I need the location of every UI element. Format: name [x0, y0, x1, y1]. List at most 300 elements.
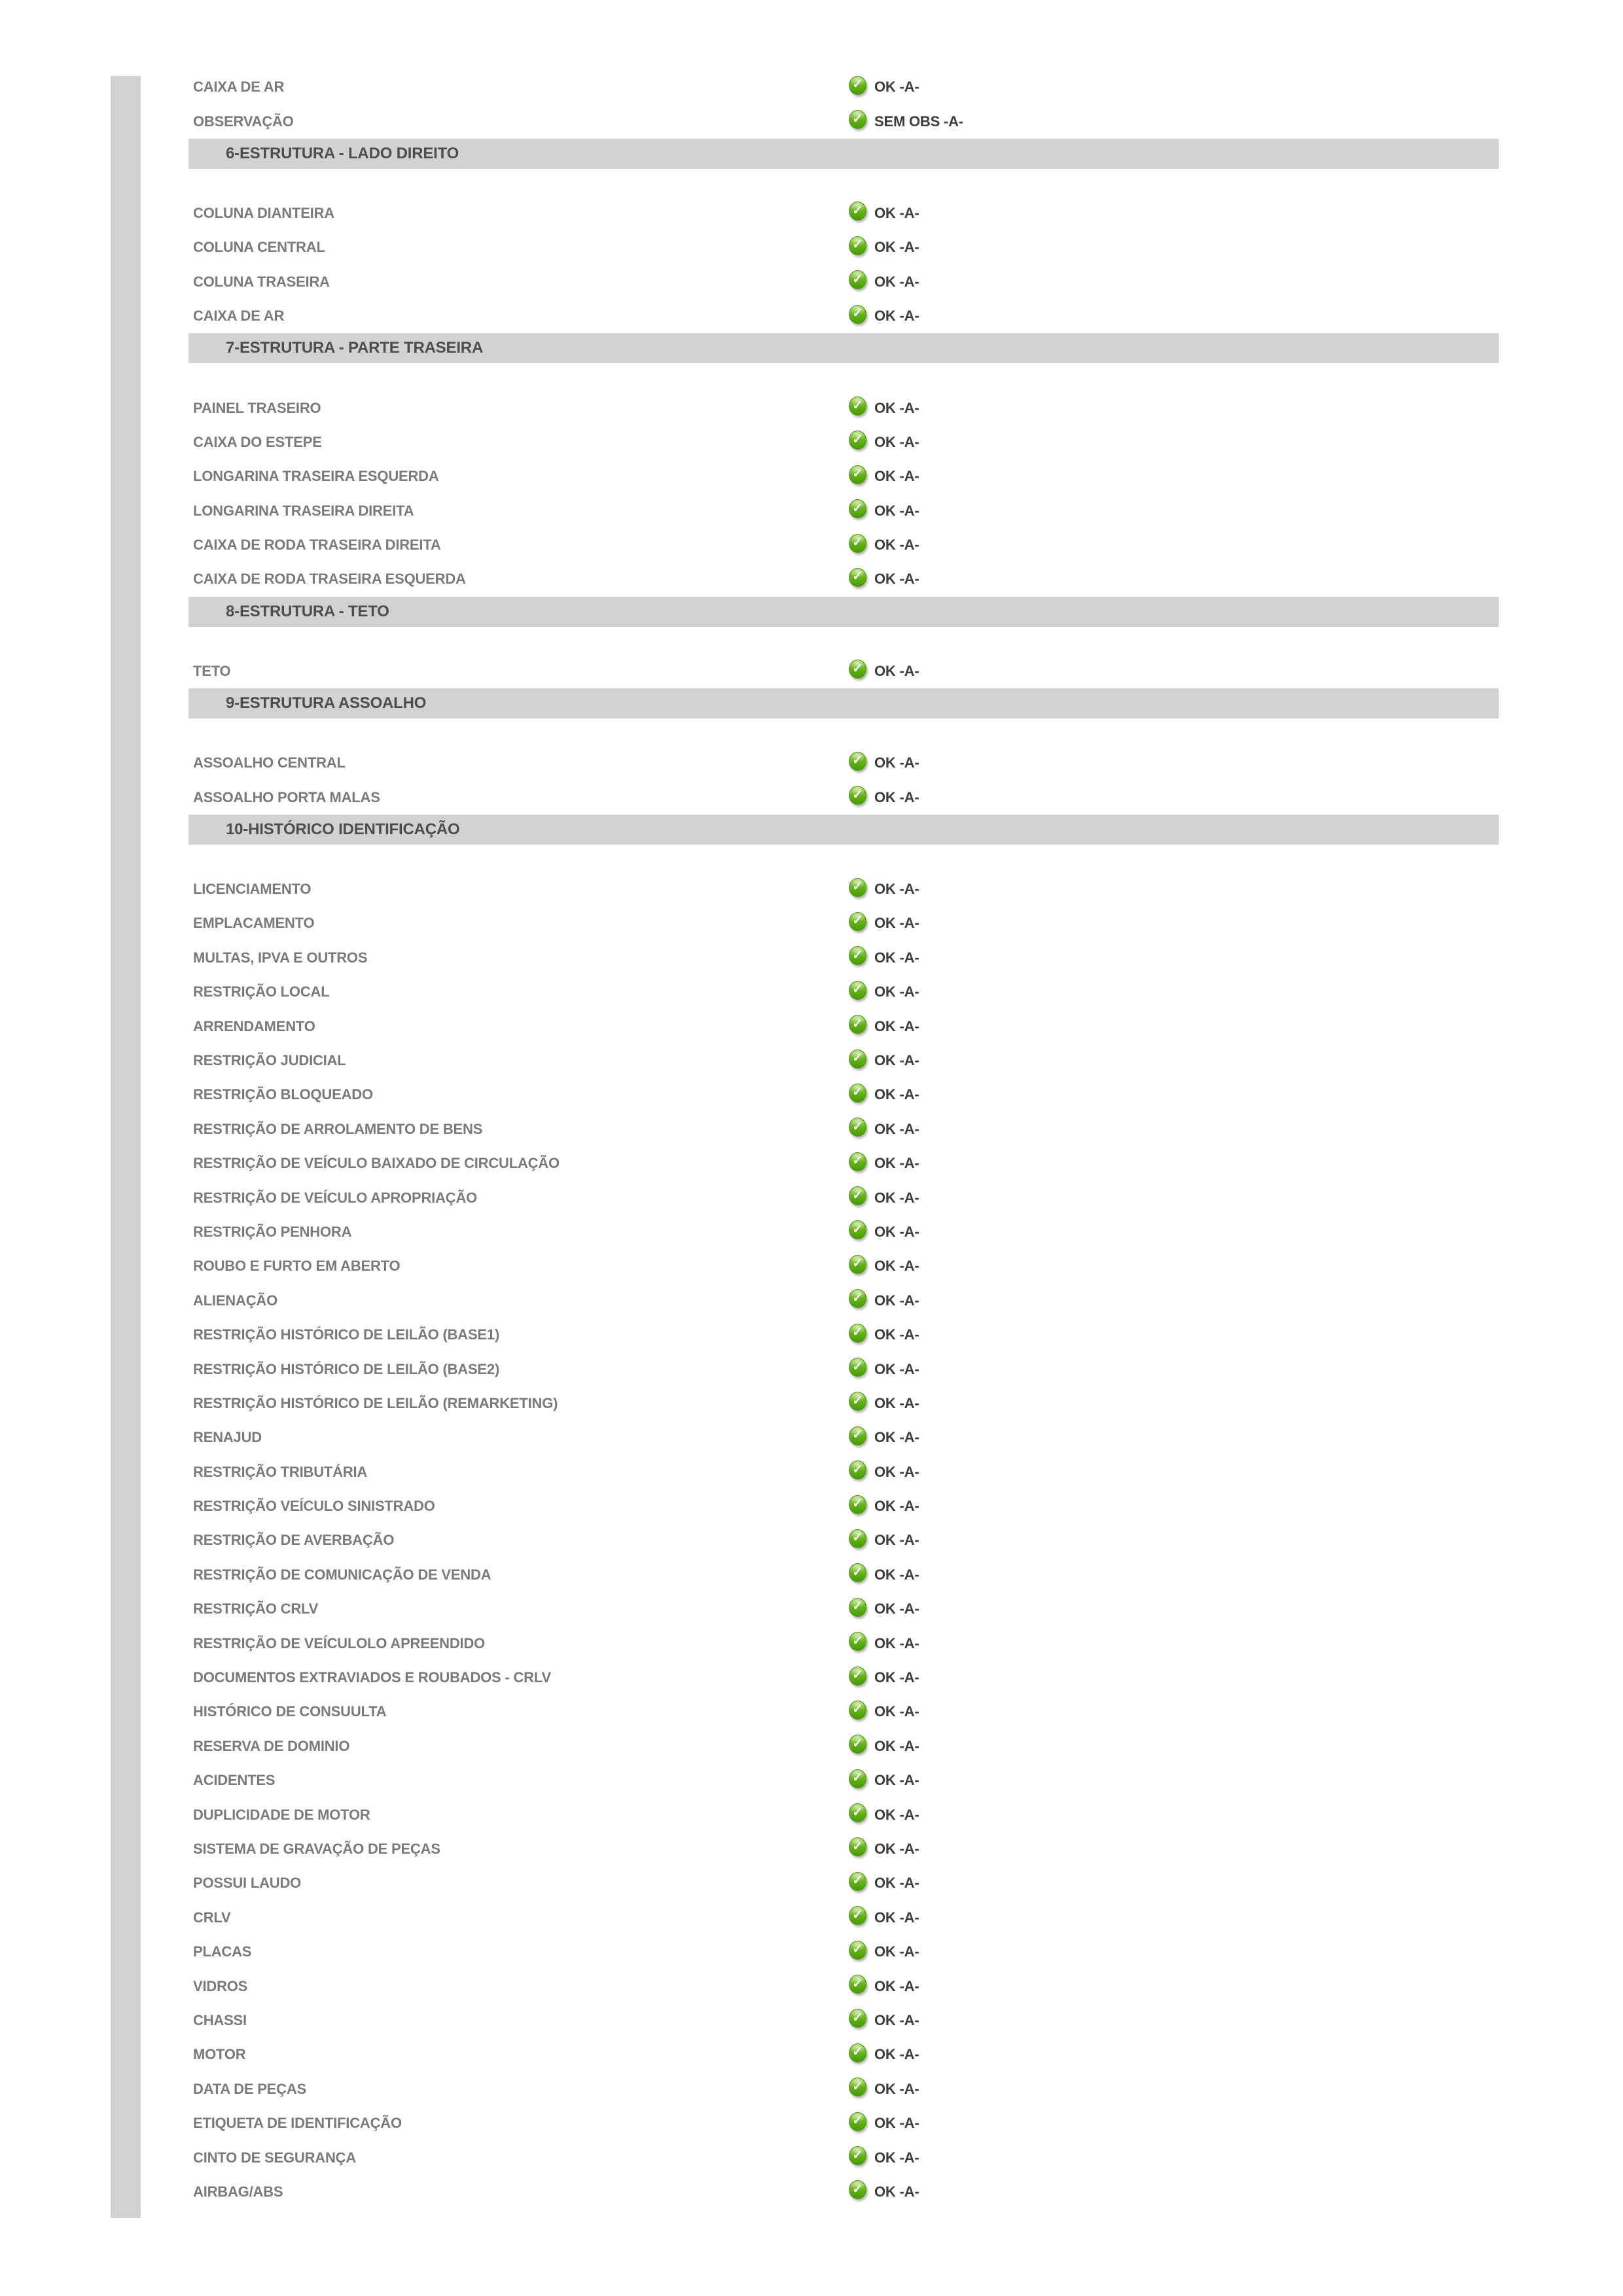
item-status: [849, 754, 919, 771]
check-ok-icon: [849, 2043, 866, 2062]
item-status: [849, 1464, 919, 1481]
check-glyph: ✓: [852, 1290, 863, 1305]
checklist-row: [188, 1215, 1499, 1249]
check-ok-icon: [849, 1050, 866, 1069]
check-glyph: ✓: [852, 1839, 863, 1854]
item-status: [849, 983, 919, 1000]
checklist-row: [188, 1969, 1499, 2003]
check-ok-icon: [849, 1872, 866, 1891]
checklist-row: [188, 70, 1499, 104]
check-ok-icon: [849, 1563, 866, 1582]
checklist-row: [188, 1352, 1499, 1386]
item-status: [849, 1326, 919, 1343]
item-label: ARRENDAMENTO: [193, 1017, 315, 1034]
item-label: ROUBO E FURTO EM ABERTO: [193, 1258, 401, 1275]
check-ok-icon: [849, 1906, 866, 1925]
checklist-row: [188, 1661, 1499, 1695]
item-status: [849, 1635, 919, 1652]
item-label: RESTRIÇÃO DE VEÍCULOLO APREENDIDO: [193, 1634, 486, 1651]
check-glyph: ✓: [852, 879, 863, 894]
checklist-row: [188, 230, 1499, 264]
checklist-row: [188, 1112, 1499, 1146]
status-text: OK -A-: [874, 79, 919, 96]
item-label: AIRBAG/ABS: [193, 2183, 283, 2200]
item-status: [849, 2081, 919, 2098]
checklist-row: [188, 1386, 1499, 1421]
checklist-row: [188, 1489, 1499, 1523]
status-text: OK -A-: [874, 1052, 919, 1069]
check-ok-icon: [849, 110, 866, 129]
item-label: OBSERVAÇÃO: [193, 113, 294, 130]
item-status: [849, 1292, 919, 1309]
checklist-row: [188, 975, 1499, 1009]
check-glyph: ✓: [852, 2147, 863, 2163]
status-text: OK -A-: [874, 1875, 919, 1892]
status-text: OK -A-: [874, 1909, 919, 1926]
item-label: RESTRIÇÃO CRLV: [193, 1600, 319, 1617]
check-glyph: ✓: [852, 982, 863, 997]
check-ok-icon: [849, 1255, 866, 1274]
item-label: RESTRIÇÃO HISTÓRICO DE LEILÃO (BASE1): [193, 1326, 500, 1343]
status-text: OK -A-: [874, 662, 919, 679]
status-text: OK -A-: [874, 204, 919, 221]
item-status: [849, 1190, 919, 1207]
check-glyph: ✓: [852, 1256, 863, 1271]
check-ok-icon: [849, 1598, 866, 1617]
status-text: OK -A-: [874, 1703, 919, 1720]
check-glyph: ✓: [852, 1599, 863, 1614]
check-ok-icon: [849, 465, 866, 484]
status-text: OK -A-: [874, 1634, 919, 1651]
checklist-row: [188, 1044, 1499, 1078]
check-ok-icon: [849, 1735, 866, 1754]
check-glyph: ✓: [852, 2045, 863, 2060]
check-glyph: ✓: [852, 1016, 863, 1031]
check-ok-icon: [849, 236, 866, 255]
check-ok-icon: [849, 2146, 866, 2165]
status-text: OK -A-: [874, 983, 919, 1000]
item-label: RESERVA DE DOMINIO: [193, 1737, 350, 1754]
check-glyph: ✓: [852, 1702, 863, 1717]
section-header-title: 8-ESTRUTURA - TETO: [226, 602, 389, 620]
check-ok-icon: [849, 2077, 866, 2096]
item-label: RESTRIÇÃO DE COMUNICAÇÃO DE VENDA: [193, 1566, 491, 1583]
checklist-row: [188, 1558, 1499, 1592]
check-glyph: ✓: [852, 1873, 863, 1888]
check-glyph: ✓: [852, 1736, 863, 1751]
item-label: CAIXA DE RODA TRASEIRA DIREITA: [193, 537, 441, 554]
item-label: TETO: [193, 662, 231, 679]
item-status: [849, 1258, 919, 1275]
status-text: OK -A-: [874, 949, 919, 966]
checklist-row: [188, 1249, 1499, 1283]
check-glyph: ✓: [852, 1462, 863, 1477]
check-glyph: ✓: [852, 111, 863, 126]
item-label: CRLV: [193, 1909, 231, 1926]
item-label: MOTOR: [193, 2046, 246, 2063]
check-glyph: ✓: [852, 1325, 863, 1340]
status-text: OK -A-: [874, 433, 919, 450]
checklist-row: [188, 1146, 1499, 1180]
item-label: MULTAS, IPVA E OUTROS: [193, 949, 368, 966]
check-glyph: ✓: [852, 1805, 863, 1820]
checklist-row: [188, 941, 1499, 975]
check-ok-icon: [849, 1358, 866, 1377]
check-ok-icon: [849, 1769, 866, 1788]
check-ok-icon: [849, 1701, 866, 1720]
check-glyph: ✓: [852, 1154, 863, 1169]
item-status: [849, 1875, 919, 1892]
section-header-band: [188, 815, 1499, 845]
check-glyph: ✓: [852, 1530, 863, 1545]
item-status: [849, 663, 919, 680]
check-glyph: ✓: [852, 306, 863, 321]
status-text: OK -A-: [874, 571, 919, 588]
checklist-row: [188, 2072, 1499, 2106]
item-status: [849, 1738, 919, 1755]
status-text: OK -A-: [874, 468, 919, 485]
status-text: OK -A-: [874, 1669, 919, 1686]
item-status: [849, 79, 919, 96]
item-status: [849, 1361, 919, 1378]
section-header-title: 9-ESTRUTURA ASSOALHO: [226, 694, 427, 713]
status-text: OK -A-: [874, 1394, 919, 1411]
check-ok-icon: [849, 305, 866, 324]
checklist-row: [188, 104, 1499, 138]
check-ok-icon: [849, 2180, 866, 2199]
item-label: DOCUMENTOS EXTRAVIADOS E ROUBADOS - CRLV: [193, 1669, 551, 1686]
check-ok-icon: [849, 946, 866, 965]
check-ok-icon: [849, 1220, 866, 1239]
status-text: OK -A-: [874, 1977, 919, 1994]
check-glyph: ✓: [852, 2079, 863, 2094]
check-glyph: ✓: [852, 1668, 863, 1683]
item-status: [849, 1532, 919, 1549]
check-ok-icon: [849, 76, 866, 95]
checklist-content: [188, 70, 1499, 2209]
checklist-row: [188, 1455, 1499, 1489]
item-label: CINTO DE SEGURANÇA: [193, 2149, 357, 2166]
item-label: POSSUI LAUDO: [193, 1875, 302, 1892]
status-text: OK -A-: [874, 1943, 919, 1960]
item-label: RESTRIÇÃO BLOQUEADO: [193, 1086, 373, 1103]
check-ok-icon: [849, 912, 866, 931]
item-label: LONGARINA TRASEIRA ESQUERDA: [193, 468, 439, 485]
item-status: [849, 537, 919, 554]
item-label: ASSOALHO PORTA MALAS: [193, 788, 380, 805]
item-status: [849, 274, 919, 291]
status-text: OK -A-: [874, 1360, 919, 1377]
left-gray-bar: [111, 76, 141, 2218]
item-label: RESTRIÇÃO DE VEÍCULO BAIXADO DE CIRCULAÇÃO: [193, 1155, 560, 1172]
item-label: SISTEMA DE GRAVAÇÃO DE PEÇAS: [193, 1840, 440, 1857]
item-status: [849, 2149, 919, 2166]
item-status: [849, 205, 919, 222]
status-text: OK -A-: [874, 2115, 919, 2132]
status-text: OK -A-: [874, 1463, 919, 1480]
check-ok-icon: [849, 1118, 866, 1137]
check-glyph: ✓: [852, 787, 863, 802]
checklist-row: [188, 299, 1499, 333]
check-ok-icon: [849, 981, 866, 1000]
checklist-row: [188, 1626, 1499, 1660]
item-status: [849, 1943, 919, 1960]
status-text: OK -A-: [874, 1223, 919, 1240]
checklist-row: [188, 1935, 1499, 1969]
item-status: [849, 1566, 919, 1583]
item-label: EMPLACAMENTO: [193, 915, 315, 932]
check-glyph: ✓: [852, 1428, 863, 1443]
status-text: SEM OBS -A-: [874, 113, 963, 130]
item-status: [849, 434, 919, 451]
status-text: OK -A-: [874, 1155, 919, 1172]
item-status: [849, 1978, 919, 1995]
check-ok-icon: [849, 1152, 866, 1171]
status-text: OK -A-: [874, 502, 919, 519]
check-glyph: ✓: [852, 2113, 863, 2128]
section-header-band: [188, 139, 1499, 169]
check-ok-icon: [849, 1426, 866, 1445]
item-status: [849, 468, 919, 485]
status-text: OK -A-: [874, 1017, 919, 1034]
check-glyph: ✓: [852, 569, 863, 584]
check-glyph: ✓: [852, 535, 863, 550]
check-glyph: ✓: [852, 2181, 863, 2197]
status-text: OK -A-: [874, 1840, 919, 1857]
item-status: [849, 1772, 919, 1789]
item-status: [849, 1224, 919, 1241]
item-status: [849, 1600, 919, 1617]
item-status: [849, 308, 919, 325]
item-label: LICENCIAMENTO: [193, 881, 312, 898]
section-header-title: 7-ESTRUTURA - PARTE TRASEIRA: [226, 339, 484, 357]
checklist-row: [188, 2038, 1499, 2072]
item-status: [849, 789, 919, 806]
checklist-row: [188, 1901, 1499, 1935]
item-label: RESTRIÇÃO HISTÓRICO DE LEILÃO (BASE2): [193, 1360, 500, 1377]
status-text: OK -A-: [874, 1498, 919, 1515]
checklist-row: [188, 1523, 1499, 1557]
item-label: RESTRIÇÃO JUDICIAL: [193, 1052, 346, 1069]
item-status: [849, 503, 919, 520]
item-status: [849, 915, 919, 932]
status-text: OK -A-: [874, 1429, 919, 1446]
check-ok-icon: [849, 270, 866, 289]
item-label: CAIXA DO ESTEPE: [193, 433, 322, 450]
check-glyph: ✓: [852, 1496, 863, 1511]
item-label: ASSOALHO CENTRAL: [193, 754, 346, 771]
item-label: CHASSI: [193, 2011, 247, 2028]
checklist-row: [188, 2004, 1499, 2038]
item-status: [849, 400, 919, 417]
checklist-row: [188, 459, 1499, 493]
checklist-row: [188, 872, 1499, 906]
check-glyph: ✓: [852, 1942, 863, 1957]
status-text: OK -A-: [874, 1258, 919, 1275]
check-ok-icon: [849, 1460, 866, 1479]
check-glyph: ✓: [852, 1359, 863, 1374]
item-label: RESTRIÇÃO LOCAL: [193, 983, 330, 1000]
status-text: OK -A-: [874, 2046, 919, 2063]
item-status: [849, 1155, 919, 1172]
item-label: ETIQUETA DE IDENTIFICAÇÃO: [193, 2115, 402, 2132]
status-text: OK -A-: [874, 1566, 919, 1583]
item-label: CAIXA DE RODA TRASEIRA ESQUERDA: [193, 571, 466, 588]
status-text: OK -A-: [874, 1326, 919, 1343]
check-glyph: ✓: [852, 272, 863, 287]
check-ok-icon: [849, 202, 866, 221]
check-ok-icon: [849, 1803, 866, 1822]
item-label: RESTRIÇÃO DE AVERBAÇÃO: [193, 1532, 395, 1549]
check-glyph: ✓: [852, 947, 863, 963]
checklist-row: [188, 1866, 1499, 1900]
check-ok-icon: [849, 1015, 866, 1034]
status-text: OK -A-: [874, 1772, 919, 1789]
item-status: [849, 949, 919, 966]
item-label: CAIXA DE AR: [193, 79, 285, 96]
checklist-row: [188, 1318, 1499, 1352]
checklist-row: [188, 2106, 1499, 2140]
item-label: ACIDENTES: [193, 1772, 276, 1789]
check-glyph: ✓: [852, 2010, 863, 2025]
check-ok-icon: [849, 660, 866, 679]
checklist-row: [188, 1078, 1499, 1112]
check-ok-icon: [849, 1837, 866, 1856]
check-ok-icon: [849, 431, 866, 450]
checklist-row: [188, 494, 1499, 528]
section-header-band: [188, 333, 1499, 363]
checklist-row: [188, 1421, 1499, 1455]
check-ok-icon: [849, 2112, 866, 2131]
item-label: RESTRIÇÃO HISTÓRICO DE LEILÃO (REMARKETING): [193, 1394, 558, 1411]
check-ok-icon: [849, 1975, 866, 1994]
item-status: [849, 1669, 919, 1686]
section-header-band: [188, 688, 1499, 718]
status-text: OK -A-: [874, 399, 919, 416]
check-glyph: ✓: [852, 661, 863, 676]
check-glyph: ✓: [852, 1085, 863, 1100]
check-ok-icon: [849, 1289, 866, 1308]
item-status: [849, 571, 919, 588]
check-glyph: ✓: [852, 1907, 863, 1922]
item-status: [849, 1086, 919, 1103]
checklist-row: [188, 1695, 1499, 1729]
check-ok-icon: [849, 397, 866, 415]
status-text: OK -A-: [874, 1292, 919, 1309]
check-glyph: ✓: [852, 238, 863, 253]
checklist-row: [188, 391, 1499, 425]
check-glyph: ✓: [852, 1393, 863, 1408]
checklist-row: [188, 2140, 1499, 2174]
check-glyph: ✓: [852, 913, 863, 928]
checklist-row: [188, 746, 1499, 780]
check-ok-icon: [849, 1495, 866, 1514]
item-label: LONGARINA TRASEIRA DIREITA: [193, 502, 414, 519]
checklist-row: [188, 265, 1499, 299]
item-label: DATA DE PEÇAS: [193, 2080, 307, 2097]
status-text: OK -A-: [874, 239, 919, 256]
checklist-row: [188, 1592, 1499, 1626]
check-ok-icon: [849, 1084, 866, 1103]
item-label: VIDROS: [193, 1977, 248, 1994]
section-header-title: 10-HISTÓRICO IDENTIFICAÇÃO: [226, 820, 460, 838]
item-label: CAIXA DE AR: [193, 308, 285, 325]
check-ok-icon: [849, 752, 866, 771]
status-text: OK -A-: [874, 915, 919, 932]
status-text: OK -A-: [874, 1806, 919, 1823]
checklist-row: [188, 562, 1499, 596]
checklist-row: [188, 780, 1499, 814]
check-ok-icon: [849, 1529, 866, 1548]
check-ok-icon: [849, 1667, 866, 1686]
item-label: RESTRIÇÃO DE ARROLAMENTO DE BENS: [193, 1120, 483, 1137]
check-glyph: ✓: [852, 501, 863, 516]
check-glyph: ✓: [852, 1633, 863, 1648]
check-glyph: ✓: [852, 203, 863, 218]
status-text: OK -A-: [874, 881, 919, 898]
check-ok-icon: [849, 2009, 866, 2028]
checklist-row: [188, 1832, 1499, 1866]
item-label: PLACAS: [193, 1943, 252, 1960]
item-status: [849, 1052, 919, 1069]
item-status: [849, 1703, 919, 1720]
checklist-row: [188, 1180, 1499, 1214]
item-status: [849, 2046, 919, 2063]
checklist-row: [188, 1284, 1499, 1318]
item-status: [849, 1429, 919, 1446]
check-ok-icon: [849, 1941, 866, 1960]
item-label: RENAJUD: [193, 1429, 262, 1446]
check-ok-icon: [849, 499, 866, 518]
check-glyph: ✓: [852, 1564, 863, 1580]
item-status: [849, 1498, 919, 1515]
status-text: OK -A-: [874, 2183, 919, 2200]
checklist-row: [188, 528, 1499, 562]
check-glyph: ✓: [852, 467, 863, 482]
check-ok-icon: [849, 534, 866, 553]
status-text: OK -A-: [874, 1737, 919, 1754]
item-label: RESTRIÇÃO PENHORA: [193, 1223, 352, 1240]
status-text: OK -A-: [874, 1120, 919, 1137]
item-status: [849, 1807, 919, 1824]
item-label: ALIENAÇÃO: [193, 1292, 277, 1309]
checklist-row: [188, 1729, 1499, 1763]
section-header-band: [188, 597, 1499, 627]
check-glyph: ✓: [852, 1976, 863, 1991]
item-status: [849, 1018, 919, 1035]
checklist-row: [188, 1009, 1499, 1043]
check-ok-icon: [849, 1632, 866, 1651]
item-status: [849, 881, 919, 898]
check-glyph: ✓: [852, 1222, 863, 1237]
status-text: OK -A-: [874, 273, 919, 290]
status-text: OK -A-: [874, 1086, 919, 1103]
item-label: DUPLICIDADE DE MOTOR: [193, 1806, 370, 1823]
checklist-row: [188, 196, 1499, 230]
item-status: [849, 1909, 919, 1926]
status-text: OK -A-: [874, 2011, 919, 2028]
checklist-row: [188, 906, 1499, 940]
checklist-row: [188, 1763, 1499, 1797]
item-label: RESTRIÇÃO VEÍCULO SINISTRADO: [193, 1498, 435, 1515]
checklist-row: [188, 654, 1499, 688]
check-glyph: ✓: [852, 77, 863, 92]
item-label: COLUNA TRASEIRA: [193, 273, 330, 290]
checklist-row: [188, 1797, 1499, 1831]
item-status: [849, 1841, 919, 1858]
check-ok-icon: [849, 1392, 866, 1411]
check-glyph: ✓: [852, 1771, 863, 1786]
